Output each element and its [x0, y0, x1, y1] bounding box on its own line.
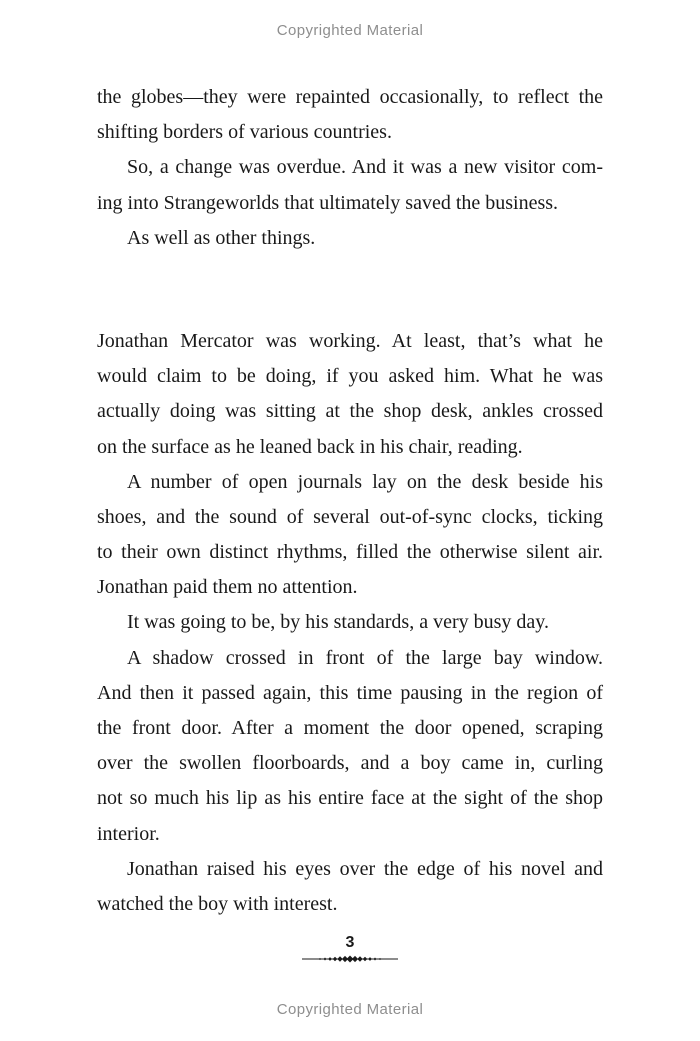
text-line: Jonathan raised his eyes over the edge of his novel and — [127, 857, 603, 880]
text-line: would claim to be doing, if you asked him. What he was — [97, 365, 603, 388]
text-line: watched the boy with interest. — [97, 892, 338, 915]
text-line: Jonathan Mercator was working. At least, that’s what he — [97, 329, 603, 352]
text-line: the front door. After a moment the door opened, scraping — [97, 717, 603, 739]
copyright-watermark-top: Copyrighted Material — [276, 22, 424, 39]
text-line: It was going to be, by his standards, a very busy day. — [127, 611, 549, 634]
body-text — [97, 80, 603, 922]
beaded-divider-ornament — [0, 954, 700, 964]
text-line: As well as other things. — [127, 226, 316, 249]
text-line: the globes—they were repainted occasionally, to reflect the — [97, 86, 603, 108]
text-line: So, a change was overdue. And it was a new visitor com- — [127, 156, 603, 179]
text-line: not so much his lip as his entire face at the sight of the shop — [97, 787, 603, 810]
text-line: interior. — [97, 822, 160, 845]
copyright-watermark-bottom: Copyrighted Material — [276, 1001, 424, 1018]
text-line: over the swollen floorboards, and a boy came in, curling — [97, 752, 603, 775]
page-number: 3 — [345, 934, 355, 951]
text-line: A number of open journals lay on the desk beside his — [127, 470, 603, 493]
text-line: A shadow crossed in front of the large bay window. — [127, 646, 603, 669]
text-line: shoes, and the sound of several out-of-sync clocks, ticking — [97, 505, 603, 528]
text-line: And then it passed again, this time pausing in the region of — [97, 681, 603, 704]
text-line: Jonathan paid them no attention. — [97, 576, 358, 599]
text-line: shifting borders of various countries. — [97, 121, 392, 144]
text-line: on the surface as he leaned back in his chair, reading. — [97, 435, 523, 458]
text-line: to their own distinct rhythms, filled the otherwise silent air. — [97, 541, 603, 564]
text-line: actually doing was sitting at the shop desk, ankles crossed — [97, 400, 603, 423]
text-line: ing into Strangeworlds that ultimately saved the business. — [97, 191, 559, 214]
